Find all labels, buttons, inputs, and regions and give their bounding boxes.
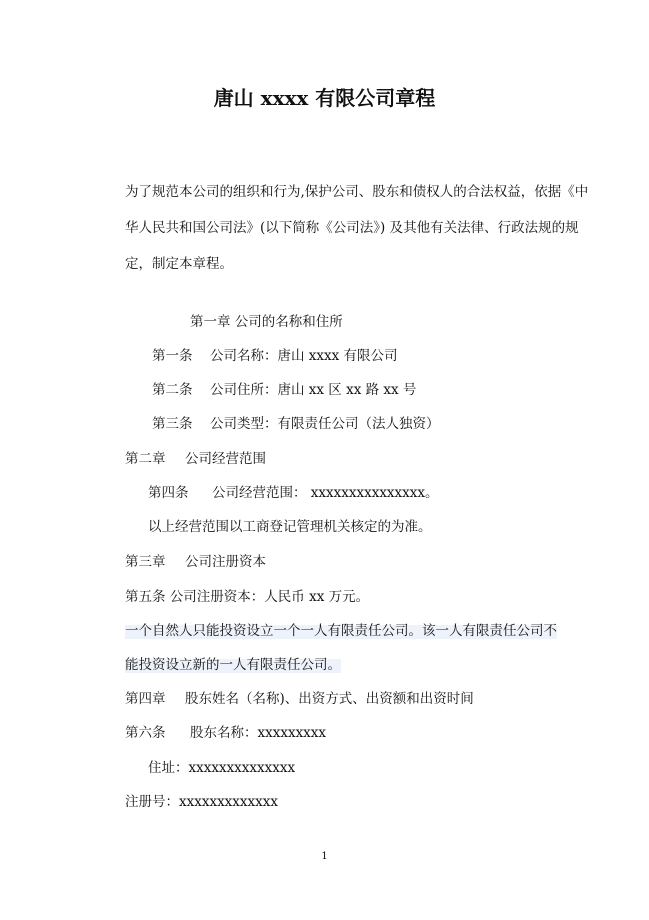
article-2-text: 公司住所：唐山 xx 区 xx 路 xx 号: [210, 382, 417, 398]
highlighted-paragraph-line-1: 一个自然人只能投资设立一个一人有限责任公司。该一人有限责任公司不: [125, 623, 557, 639]
chapter-3-number: 第三章: [125, 554, 166, 570]
page-number: 1: [321, 851, 328, 862]
article-1-text: 公司名称：唐山 xxxx 有限公司: [210, 348, 398, 364]
article-6-number: 第六条: [125, 725, 166, 741]
article-1-number: 第一条: [152, 348, 193, 364]
chapter-2-number: 第二章: [125, 451, 166, 467]
registration-number: 注册号：xxxxxxxxxxxxx: [125, 794, 278, 810]
intro-line-2: 华人民共和国公司法》(以下简称《公司法》) 及其他有关法律、行政法规的规: [125, 220, 579, 236]
article-4-text: 公司经营范围： xxxxxxxxxxxxxxx。: [212, 485, 439, 501]
article-3-number: 第三条: [152, 416, 193, 432]
chapter-1-heading: 第一章 公司的名称和住所: [190, 314, 343, 330]
chapter-4-text: 股东姓名（名称)、出资方式、出资额和出资时间: [185, 691, 474, 707]
article-6-text: 股东名称：xxxxxxxxx: [190, 725, 327, 741]
chapter-4-number: 第四章: [125, 691, 166, 707]
article-5: 第五条 公司注册资本：人民币 xx 万元。: [125, 589, 370, 605]
shareholder-address: 住址：xxxxxxxxxxxxxx: [148, 760, 296, 776]
intro-line-1: 为了规范本公司的组织和行为,保护公司、股东和债权人的合法权益，依据《中: [125, 184, 589, 200]
scope-note: 以上经营范围以工商登记管理机关核定的为准。: [148, 519, 432, 535]
chapter-3-text: 公司注册资本: [185, 554, 266, 570]
article-2-number: 第二条: [152, 382, 193, 398]
article-3-text: 公司类型：有限责任公司（法人独资）: [210, 416, 440, 432]
chapter-2-text: 公司经营范围: [185, 451, 266, 467]
intro-line-3: 定，制定本章程。: [125, 256, 233, 272]
highlighted-paragraph-line-2: 能投资设立新的一人有限责任公司。: [125, 657, 341, 673]
document-title: 唐山 xxxx 有限公司章程: [213, 86, 436, 110]
article-4-number: 第四条: [148, 485, 189, 501]
